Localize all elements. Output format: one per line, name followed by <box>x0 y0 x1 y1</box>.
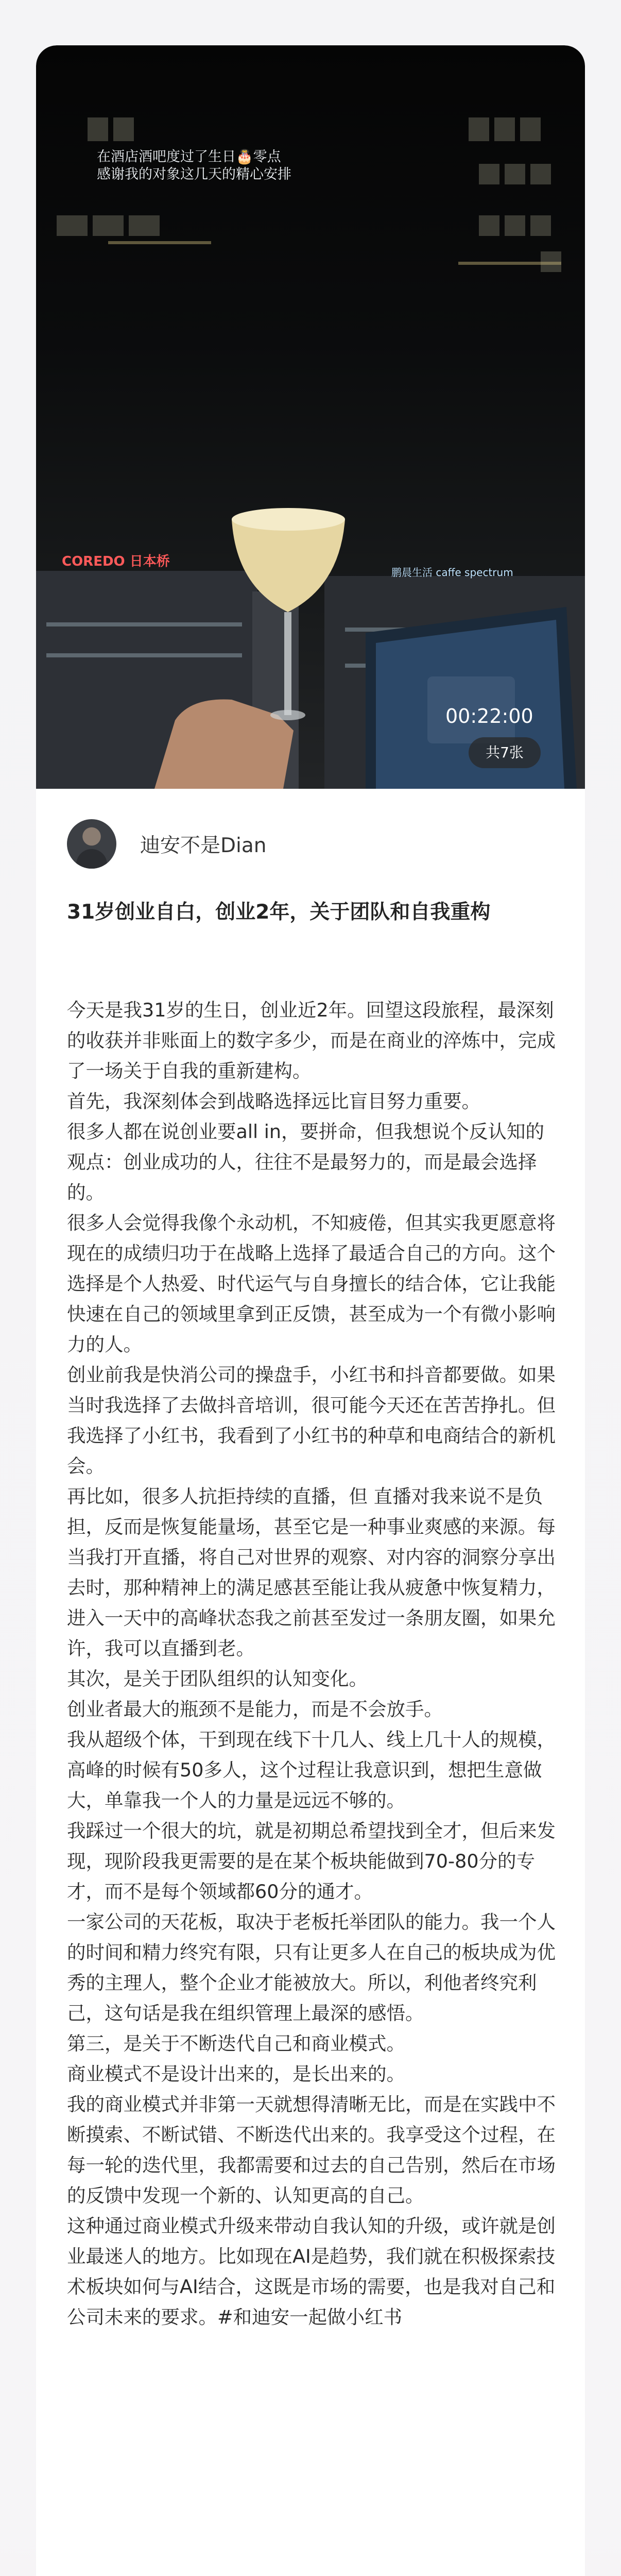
content-paragraph: 创业者最大的瓶颈不是能力，而是不会放手。 <box>67 1698 443 1720</box>
laptop-timer: 00:22:00 <box>445 705 533 727</box>
content-paragraph: 首先，我深刻体会到战略选择远比盲目努力重要。 <box>67 1090 480 1112</box>
author-name[interactable]: 迪安不是Dian <box>140 834 267 857</box>
caption-line: 在酒店酒吧度过了生日🎂零点 <box>97 149 281 165</box>
note-content <box>67 995 561 2332</box>
content-paragraph: 再比如，很多人抗拒持续的直播，但 直播对我来说不是负担，反而是恢复能量场，甚至它是一种事业爽感的来源。每当我打开直播，将自己对世界的观察、对内容的洞察分享出去时，那种精神上的满足感甚至能让我从疲惫中恢复精力，进入一天中的高峰状态我之前甚至发过一条朋友圈，如果允许，我可以直播到老。 <box>67 1485 556 1659</box>
content-paragraph: 很多人都在说创业要all in，要拼命，但我想说个反认知的观点：创业成功的人，往往不是最努力的，而是最会选择的。 <box>67 1121 545 1204</box>
content-paragraph: 商业模式不是设计出来的，是长出来的。 <box>67 2063 405 2085</box>
content-paragraph: 第三，是关于不断迭代自己和商业模式。 <box>67 2032 405 2055</box>
content-paragraph: 我踩过一个很大的坑，就是初期总希望找到全才，但后来发现，现阶段我更需要的是在某个板块能做到70-80分的专才，而不是每个领域都60分的通才。 <box>67 1820 556 1903</box>
content-paragraph: 一家公司的天花板，取决于老板托举团队的能力。我一个人的时间和精力终究有限，只有让更多人在自己的板块成为优秀的主理人，整个企业才能被放大。所以，利他者终究利己，这句话是我在组织管理上最深的感悟。 <box>67 1911 556 2024</box>
photo-caption <box>97 148 291 183</box>
content-paragraph: 很多人会觉得我像个永动机，不知疲倦，但其实我更愿意将现在的成绩归功于在战略上选择了最适合自己的方向。这个选择是个人热爱、时代运气与自身擅长的结合体，它让我能快速在自己的领域里拿到正反馈，甚至成为一个有微小影响力的人。 <box>67 1212 556 1355</box>
avatar[interactable] <box>67 819 116 869</box>
content-paragraph: 其次，是关于团队组织的认知变化。 <box>67 1668 368 1690</box>
author-row[interactable] <box>67 818 266 870</box>
content-paragraph: 这种通过商业模式升级来带动自我认知的升级，或许就是创业最迷人的地方。比如现在AI是趋势，我们就在积极探索技术板块如何与AI结合，这既是市场的需要，也是我对自己和公司未来的要求。#和迪安一起做小红书 <box>67 2215 556 2328</box>
cover-photo[interactable] <box>36 45 585 789</box>
content-paragraph: 创业前我是快消公司的操盘手，小红书和抖音都要做。如果当时我选择了去做抖音培训，很可能今天还在苦苦挣扎。但我选择了小红书，我看到了小红书的种草和电商结合的新机会。 <box>67 1364 556 1477</box>
content-paragraph: 我从超级个体，干到现在线下十几人、线上几十人的规模，高峰的时候有50多人，这个过程让我意识到，想把生意做大，单靠我一个人的力量是远远不够的。 <box>67 1728 556 1811</box>
sign-left: COREDO 日本桥 <box>62 554 170 569</box>
caption-line: 感谢我的对象这几天的精心安排 <box>97 166 291 182</box>
note-card <box>36 45 585 2576</box>
sign-right: 鹏晨生活 caffe spectrum <box>391 566 513 579</box>
content-paragraph: 今天是我31岁的生日，创业近2年。回望这段旅程，最深刻的收获并非账面上的数字多少，而是在商业的淬炼中，完成了一场关于自我的重新建构。 <box>67 999 556 1082</box>
image-counter-badge: 共7张 <box>469 737 541 768</box>
note-title: 31岁创业自白，创业2年，关于团队和自我重构 <box>67 901 491 924</box>
content-paragraph: 我的商业模式并非第一天就想得清晰无比，而是在实践中不断摸索、不断试错、不断迭代出来的。我享受这个过程，在每一轮的迭代里，我都需要和过去的自己告别，然后在市场的反馈中发现一个新的、认知更高的自己。 <box>67 2093 556 2207</box>
